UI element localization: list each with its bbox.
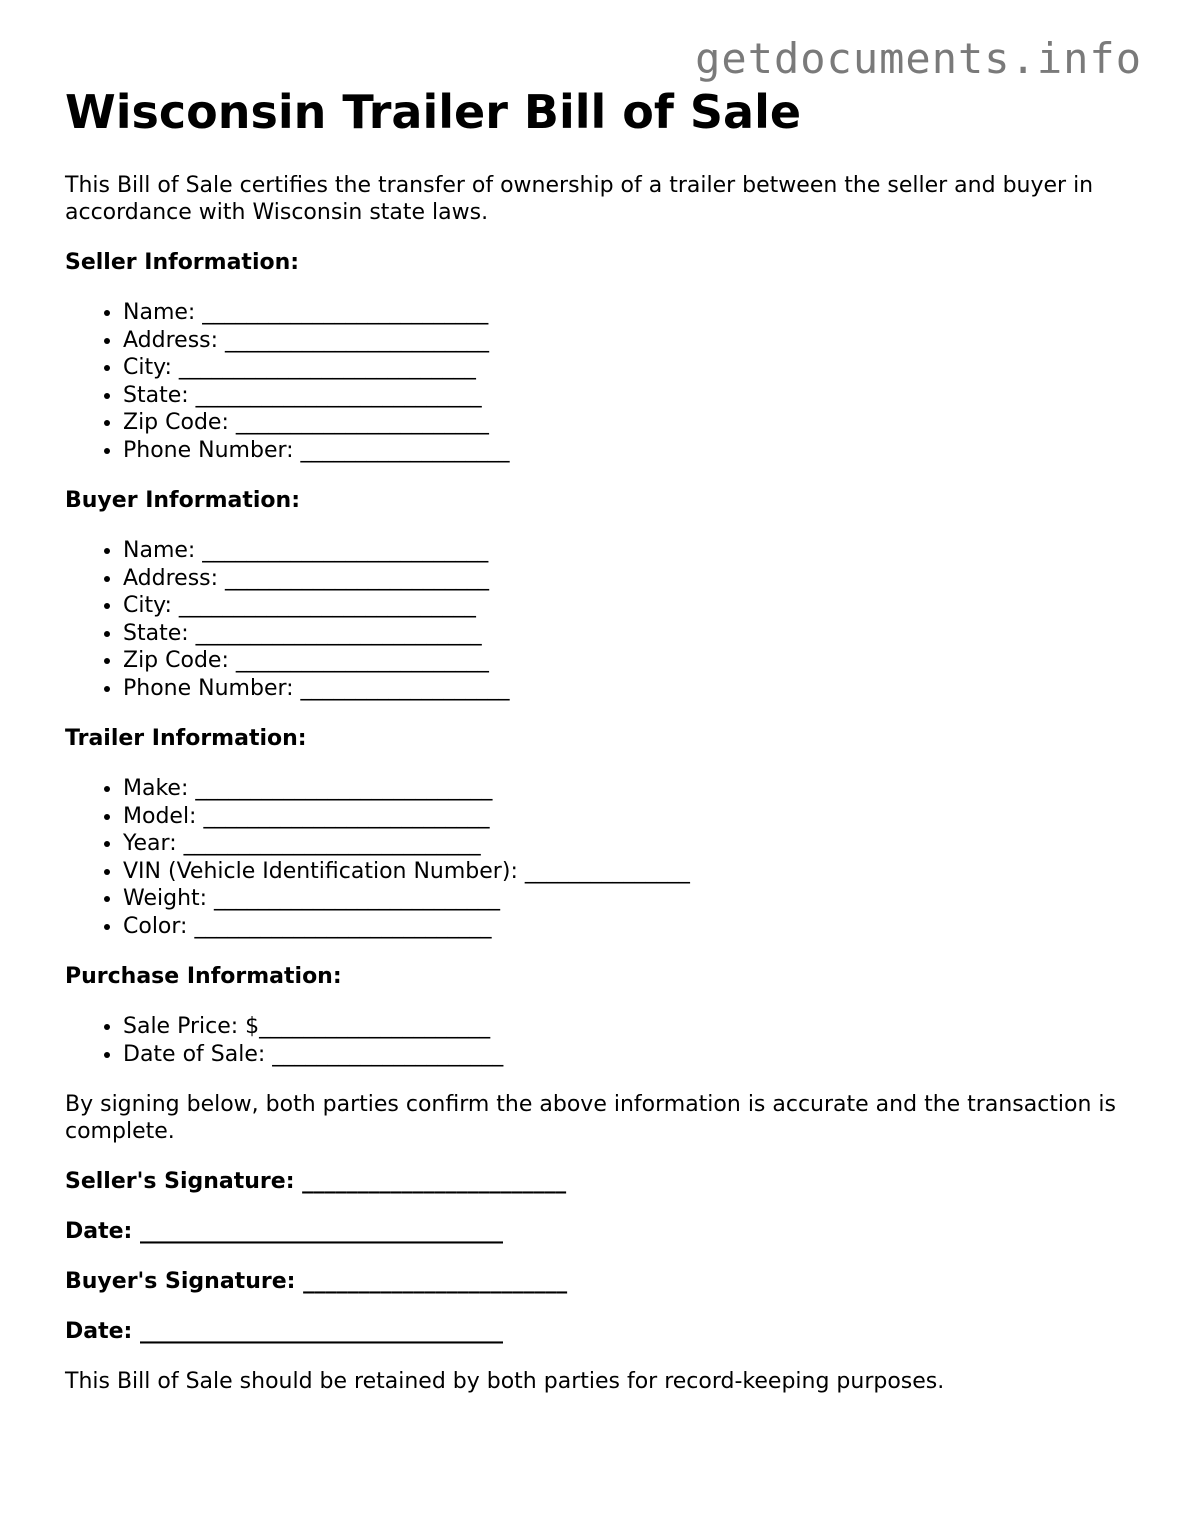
trailer-weight-field: • Weight: __________________________ [123,885,1125,913]
buyer-date-line: Date: _________________________________ [65,1319,504,1344]
seller-section-heading: Seller Information: [65,250,300,275]
trailer-make-field: • Make: ___________________________ [123,775,1125,803]
seller-name-field: • Name: __________________________ [123,299,1125,327]
seller-zip-field: • Zip Code: _______________________ [123,409,1125,437]
document-body [65,84,1125,1395]
buyer-zip-field: • Zip Code: _______________________ [123,647,1125,675]
purchase-section-heading: Purchase Information: [65,964,342,989]
seller-date-line: Date: _________________________________ [65,1219,504,1244]
buyer-city-field: • City: ___________________________ [123,592,1125,620]
confirmation-paragraph: By signing below, both parties confirm the above information is accurate and the transaction is complete. [65,1092,1117,1144]
buyer-section-heading: Buyer Information: [65,488,300,513]
buyer-signature-line: Buyer's Signature: ________________________ [65,1269,568,1294]
buyer-name-field: • Name: __________________________ [123,537,1125,565]
seller-address-field: • Address: ________________________ [123,327,1125,355]
retention-note: This Bill of Sale should be retained by both parties for record-keeping purposes. [65,1369,945,1394]
trailer-vin-field: • VIN (Vehicle Identification Number): _______________ [123,858,1125,886]
watermark: getdocuments.info [695,34,1142,83]
seller-phone-field: • Phone Number: ___________________ [123,437,1125,465]
seller-fields-list [65,299,1125,464]
purchase-fields-list [65,1013,1125,1068]
buyer-phone-field: • Phone Number: ___________________ [123,675,1125,703]
seller-signature-line: Seller's Signature: ________________________ [65,1169,567,1194]
document-title: Wisconsin Trailer Bill of Sale [65,85,802,139]
date-of-sale-field: • Date of Sale: _____________________ [123,1041,1125,1069]
trailer-year-field: • Year: ___________________________ [123,830,1125,858]
trailer-color-field: • Color: ___________________________ [123,913,1125,941]
buyer-state-field: • State: __________________________ [123,620,1125,648]
buyer-fields-list [65,537,1125,702]
intro-paragraph: This Bill of Sale certifies the transfer of ownership of a trailer between the seller and buyer in accordance with Wisconsin state laws. [65,173,1094,225]
buyer-address-field: • Address: ________________________ [123,565,1125,593]
seller-city-field: • City: ___________________________ [123,354,1125,382]
trailer-section-heading: Trailer Information: [65,726,307,751]
sale-price-field: • Sale Price: $_____________________ [123,1013,1125,1041]
seller-state-field: • State: __________________________ [123,382,1125,410]
trailer-model-field: • Model: __________________________ [123,803,1125,831]
trailer-fields-list [65,775,1125,940]
